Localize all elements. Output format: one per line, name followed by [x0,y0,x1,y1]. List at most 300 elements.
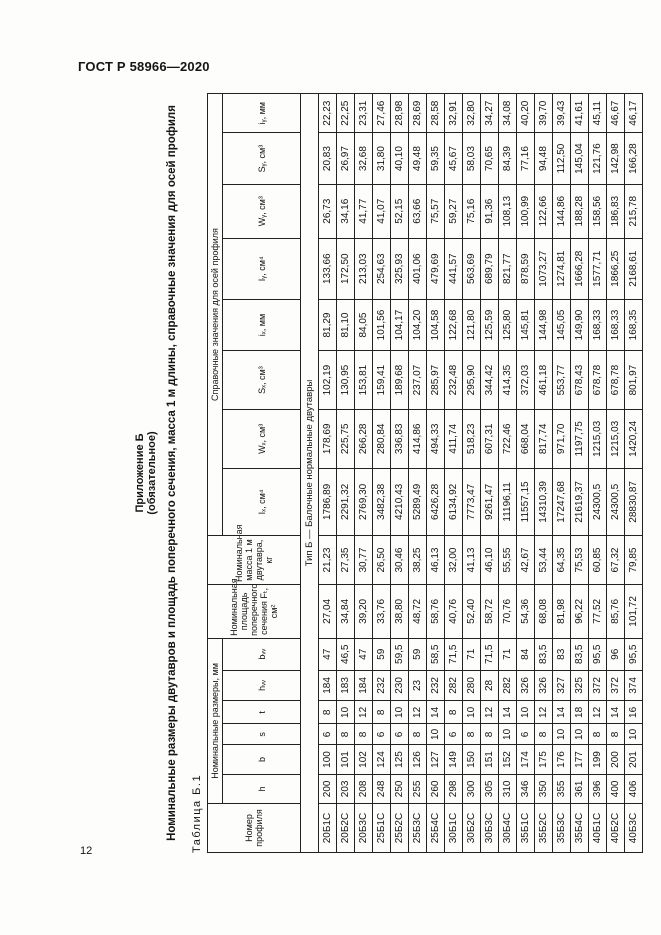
table-row [391,94,409,853]
table-cell: 372 [607,670,625,701]
table-cell: 94,48 [535,133,553,184]
table-cell: 248 [373,774,391,803]
table-cell: 280,84 [373,409,391,468]
table-cell: 400 [607,774,625,803]
table-cell: 10 [625,724,643,745]
table-cell: 142,98 [607,133,625,184]
table-cell: 77,52 [589,584,607,638]
table-cell: 266,28 [355,409,373,468]
table-cell: 678,43 [571,351,589,410]
col-header-dim: hᵥᵥ [223,670,301,701]
table-cell: 176 [553,745,571,774]
table-cell: 336,83 [391,409,409,468]
table-cell: 70,76 [499,584,517,638]
table-cell: 4210,43 [391,468,409,535]
table-caption: Номинальные размеры двутавров и площадь поперечного сечения, масса 1 м длины, справочные значения для осей профиля [166,105,178,841]
table-cell: 10 [427,724,445,745]
table-cell: 27,35 [337,536,355,585]
table-cell: 346 [517,774,535,803]
table-cell: 42,67 [517,536,535,585]
table-cell: 344,42 [481,351,499,410]
table-cell: 145,05 [553,299,571,350]
table-cell: 84,39 [499,133,517,184]
table-cell: 168,33 [589,299,607,350]
col-header-profile: Номер профиля [208,804,301,853]
table-cell: 8 [409,724,427,745]
table-cell: 28,58 [427,94,445,133]
table-cell: 10 [463,701,481,724]
col-header-area: Номинальная площадь поперечного сечения Fₜ, см² [208,584,301,638]
table-cell: 34,84 [337,584,355,638]
table-cell: 7773,47 [463,468,481,535]
table-cell: 722,46 [499,409,517,468]
table-cell: 75,57 [427,184,445,238]
table-row [499,94,517,853]
table-cell: 39,20 [355,584,373,638]
table-cell: 52,40 [463,584,481,638]
table-cell: 32,00 [445,536,463,585]
table-row [517,94,535,853]
table-cell: 208 [355,774,373,803]
table-cell: 16 [625,701,643,724]
profile-number-cell: 25Б2С [391,804,409,853]
table-cell: 225,75 [337,409,355,468]
table-cell: 23,31 [355,94,373,133]
col-header-dim: b [223,745,301,774]
table-cell: 14 [607,701,625,724]
table-cell: 145,81 [517,299,535,350]
table-cell: 8 [481,724,499,745]
table-cell: 77,16 [517,133,535,184]
table-cell: 355 [553,774,571,803]
col-header-dim: s [223,724,301,745]
table-cell: 215,78 [625,184,643,238]
table-cell: 18 [571,701,589,724]
table-cell: 79,85 [625,536,643,585]
table-cell: 6 [445,724,463,745]
table-cell: 2769,30 [355,468,373,535]
table-cell: 372,03 [517,351,535,410]
table-cell: 14 [499,701,517,724]
table-cell: 38,25 [409,536,427,585]
table-cell: 52,15 [391,184,409,238]
table-cell: 26,50 [373,536,391,585]
table-cell: 326 [535,670,553,701]
table-cell: 232 [427,670,445,701]
table-cell: 22,23 [319,94,337,133]
table-cell: 678,78 [607,351,625,410]
profile-number-cell: 40Б3С [625,804,643,853]
table-cell: 1274,81 [553,238,571,299]
table-cell: 237,07 [409,351,427,410]
table-cell: 45,11 [589,94,607,133]
page-number: 12 [80,845,93,857]
col-header-dim: bᵥᵥ [223,638,301,670]
table-cell: 361 [571,774,589,803]
table-cell: 250 [391,774,409,803]
table-cell: 166,28 [625,133,643,184]
table-cell: 184 [319,670,337,701]
table-cell: 200 [319,774,337,803]
table-cell: 518,23 [463,409,481,468]
table-cell: 1866,25 [607,238,625,299]
table-cell: 149,90 [571,299,589,350]
table-cell: 151 [481,745,499,774]
table-cell: 58,76 [427,584,445,638]
table-cell: 6 [517,724,535,745]
table-cell: 71 [499,638,517,670]
table-cell: 1197,75 [571,409,589,468]
table-label: Таблица Б.1 [191,773,203,853]
table-cell: 34,08 [499,94,517,133]
profile-number-cell: 25Б4С [427,804,445,853]
table-cell: 22,25 [337,94,355,133]
table-body [301,94,643,853]
profile-number-cell: 20Б2С [337,804,355,853]
table-cell: 174 [517,745,535,774]
table-cell: 59,5 [391,638,409,670]
table-row [337,94,355,853]
table-cell: 121,80 [463,299,481,350]
table-cell: 801,97 [625,351,643,410]
table-cell: 11557,15 [517,468,535,535]
table-cell: 91,36 [481,184,499,238]
col-header-dim: h [223,774,301,803]
table-cell: 145,04 [571,133,589,184]
table-cell: 33,76 [373,584,391,638]
table-cell: 6426,28 [427,468,445,535]
table-cell: 168,33 [607,299,625,350]
col-header-mass: Номинальная масса 1 м двутавра, кг [208,536,301,585]
table-cell: 126 [409,745,427,774]
col-header-dim: t [223,701,301,724]
table-cell: 200 [607,745,625,774]
sub-header-row [223,94,301,853]
table-cell: 326 [517,670,535,701]
table-cell: 81,10 [337,299,355,350]
table-row [409,94,427,853]
table-cell: 32,91 [445,94,463,133]
table-row [535,94,553,853]
table-cell: 1215,03 [589,409,607,468]
table-cell: 41,77 [355,184,373,238]
table-cell: 199 [589,745,607,774]
table-cell: 260 [427,774,445,803]
table-cell: 48,72 [409,584,427,638]
table-cell: 12 [589,701,607,724]
table-cell: 101 [337,745,355,774]
table-cell: 125,59 [481,299,499,350]
table-cell: 203 [337,774,355,803]
table-cell: 298 [445,774,463,803]
table-cell: 46,67 [607,94,625,133]
profile-number-cell: 30Б4С [499,804,517,853]
col-group-reference: Справочные значения для осей профиля [208,94,223,536]
col-header-ref: Iᵧ, см⁴ [223,238,301,299]
appendix-heading [134,93,158,853]
table-cell: 9261,47 [481,468,499,535]
table-cell: 59,35 [427,133,445,184]
col-header-ref: iᵧ, мм [223,94,301,133]
profile-number-cell: 25Б1С [373,804,391,853]
table-cell: 10 [517,701,535,724]
table-cell: 201 [625,745,643,774]
table-cell: 60,85 [589,536,607,585]
table-cell: 305 [481,774,499,803]
table-cell: 971,70 [553,409,571,468]
table-cell: 144,98 [535,299,553,350]
table-row [355,94,373,853]
table-cell: 46,10 [481,536,499,585]
table-cell: 53,44 [535,536,553,585]
table-cell: 1420,24 [625,409,643,468]
table-cell: 6 [391,724,409,745]
table-cell: 59,27 [445,184,463,238]
table-cell: 310 [499,774,517,803]
standard-code: ГОСТ Р 58966—2020 [78,59,210,74]
table-cell: 59 [409,638,427,670]
table-cell: 461,18 [535,351,553,410]
table-cell: 85,76 [607,584,625,638]
table-cell: 300 [463,774,481,803]
table-cell: 26,97 [337,133,355,184]
table-cell: 71,5 [481,638,499,670]
table-cell: 75,53 [571,536,589,585]
table-cell: 59 [373,638,391,670]
table-cell: 144,86 [553,184,571,238]
table-cell: 41,13 [463,536,481,585]
profile-number-cell: 35Б2С [535,804,553,853]
table-cell: 32,80 [463,94,481,133]
profile-number-cell: 40Б2С [607,804,625,853]
table-cell: 101,56 [373,299,391,350]
table-cell: 46,5 [337,638,355,670]
table-cell: 81,98 [553,584,571,638]
table-cell: 58,03 [463,133,481,184]
table-cell: 28,69 [409,94,427,133]
table-cell: 112,50 [553,133,571,184]
table-cell: 70,65 [481,133,499,184]
table-cell: 175 [535,745,553,774]
table-row [553,94,571,853]
table-cell: 100 [319,745,337,774]
table-cell: 104,20 [409,299,427,350]
table-cell: 121,76 [589,133,607,184]
table-cell: 28 [481,670,499,701]
table-cell: 40,76 [445,584,463,638]
table-cell: 41,61 [571,94,589,133]
table-cell: 30,77 [355,536,373,585]
table-row [589,94,607,853]
table-cell: 8 [355,724,373,745]
table-row [445,94,463,853]
table-cell: 95,5 [625,638,643,670]
table-cell: 149 [445,745,463,774]
col-group-dimensions: Номинальные размеры, мм [208,638,223,803]
table-row [373,94,391,853]
table-cell: 8 [607,724,625,745]
table-cell: 28,98 [391,94,409,133]
table-cell: 14310,39 [535,468,553,535]
table-row [319,94,337,853]
table-cell: 295,90 [463,351,481,410]
col-header-ref: Iₓ, см⁴ [223,468,301,535]
table-cell: 34,16 [337,184,355,238]
table-cell: 8 [535,724,553,745]
table-cell: 71 [463,638,481,670]
table-cell: 177 [571,745,589,774]
table-cell: 39,70 [535,94,553,133]
table-cell: 178,69 [319,409,337,468]
profile-number-cell: 35Б3С [553,804,571,853]
table-cell: 401,06 [409,238,427,299]
table-cell: 12 [535,701,553,724]
table-cell: 2291,32 [337,468,355,535]
table-cell: 372 [589,670,607,701]
table-cell: 152 [499,745,517,774]
table-cell: 411,74 [445,409,463,468]
table-cell: 10 [571,724,589,745]
table-cell: 34,27 [481,94,499,133]
table-cell: 689,79 [481,238,499,299]
table-cell: 325,93 [391,238,409,299]
profile-number-cell: 35Б4С [571,804,589,853]
table-cell: 96 [607,638,625,670]
profile-number-cell: 30Б1С [445,804,463,853]
table-cell: 125,80 [499,299,517,350]
table-cell: 125 [391,745,409,774]
table-cell: 668,04 [517,409,535,468]
table-cell: 46,17 [625,94,643,133]
table-cell: 6 [319,724,337,745]
table-cell: 153,81 [355,351,373,410]
table-cell: 184 [355,670,373,701]
profile-number-cell: 30Б3С [481,804,499,853]
table-cell: 122,68 [445,299,463,350]
table-cell: 553,77 [553,351,571,410]
table-cell: 479,69 [427,238,445,299]
table-cell: 12 [409,701,427,724]
table-cell: 20,83 [319,133,337,184]
table-cell: 10 [391,701,409,724]
col-header-ref: iₓ, мм [223,299,301,350]
rotated-content [133,93,661,853]
table-cell: 40,10 [391,133,409,184]
table-cell: 28830,87 [625,468,643,535]
table-cell: 150 [463,745,481,774]
table-cell: 133,66 [319,238,337,299]
table-cell: 67,32 [607,536,625,585]
table-cell: 101,72 [625,584,643,638]
table-cell: 12 [355,701,373,724]
table-row [607,94,625,853]
table-cell: 2168,61 [625,238,643,299]
table-cell: 95,5 [589,638,607,670]
table-cell: 14 [553,701,571,724]
table-cell: 58,5 [427,638,445,670]
table-cell: 327 [553,670,571,701]
col-header-ref: Sᵧ, см³ [223,133,301,184]
profile-number-cell: 20Б1С [319,804,337,853]
table-cell: 10 [553,724,571,745]
table-cell: 122,66 [535,184,553,238]
table-cell: 5289,49 [409,468,427,535]
table-cell: 14 [427,701,445,724]
profile-number-cell: 35Б1С [517,804,535,853]
table-cell: 81,29 [319,299,337,350]
appendix-title: Приложение Б [134,433,146,513]
table-cell: 102 [355,745,373,774]
table-cell: 1577,71 [589,238,607,299]
section-title: Тип Б — Балочные нормальные двутавры [301,94,319,853]
table-cell: 46,13 [427,536,445,585]
table-cell: 396 [589,774,607,803]
table-cell: 45,67 [445,133,463,184]
table-cell: 414,35 [499,351,517,410]
table-row [427,94,445,853]
table-cell: 21619,37 [571,468,589,535]
table-row [571,94,589,853]
table-cell: 31,80 [373,133,391,184]
table-cell: 255 [409,774,427,803]
table-cell: 32,68 [355,133,373,184]
table-cell: 26,73 [319,184,337,238]
table-cell: 232,48 [445,351,463,410]
col-header-ref: Wᵧ, см³ [223,184,301,238]
table-cell: 84 [517,638,535,670]
profile-number-cell: 20Б3С [355,804,373,853]
table-row [625,94,643,853]
table-cell: 63,66 [409,184,427,238]
table-cell: 230 [391,670,409,701]
table-cell: 280 [463,670,481,701]
table-cell: 607,31 [481,409,499,468]
table-cell: 1666,28 [571,238,589,299]
table-cell: 24300,5 [589,468,607,535]
table-cell: 108,13 [499,184,517,238]
table-cell: 24300,5 [607,468,625,535]
table-cell: 10 [337,701,355,724]
table-cell: 406 [625,774,643,803]
table-cell: 8 [319,701,337,724]
table-cell: 817,74 [535,409,553,468]
col-header-ref: Wₓ, см³ [223,409,301,468]
table-row [463,94,481,853]
table-cell: 8 [463,724,481,745]
table-cell: 441,57 [445,238,463,299]
table-cell: 168,35 [625,299,643,350]
table-cell: 75,16 [463,184,481,238]
table-cell: 213,03 [355,238,373,299]
table-cell: 127 [427,745,445,774]
profile-number-cell: 25Б3С [409,804,427,853]
profiles-table [207,93,643,853]
table-cell: 47 [355,638,373,670]
table-cell: 27,04 [319,584,337,638]
table-cell: 10 [499,724,517,745]
table-cell: 104,17 [391,299,409,350]
table-cell: 96,22 [571,584,589,638]
table-cell: 68,08 [535,584,553,638]
table-cell: 58,72 [481,584,499,638]
table-cell: 325 [571,670,589,701]
table-cell: 254,63 [373,238,391,299]
table-row [481,94,499,853]
table-cell: 1215,03 [607,409,625,468]
table-cell: 39,43 [553,94,571,133]
table-cell: 102,19 [319,351,337,410]
table-cell: 158,56 [589,184,607,238]
